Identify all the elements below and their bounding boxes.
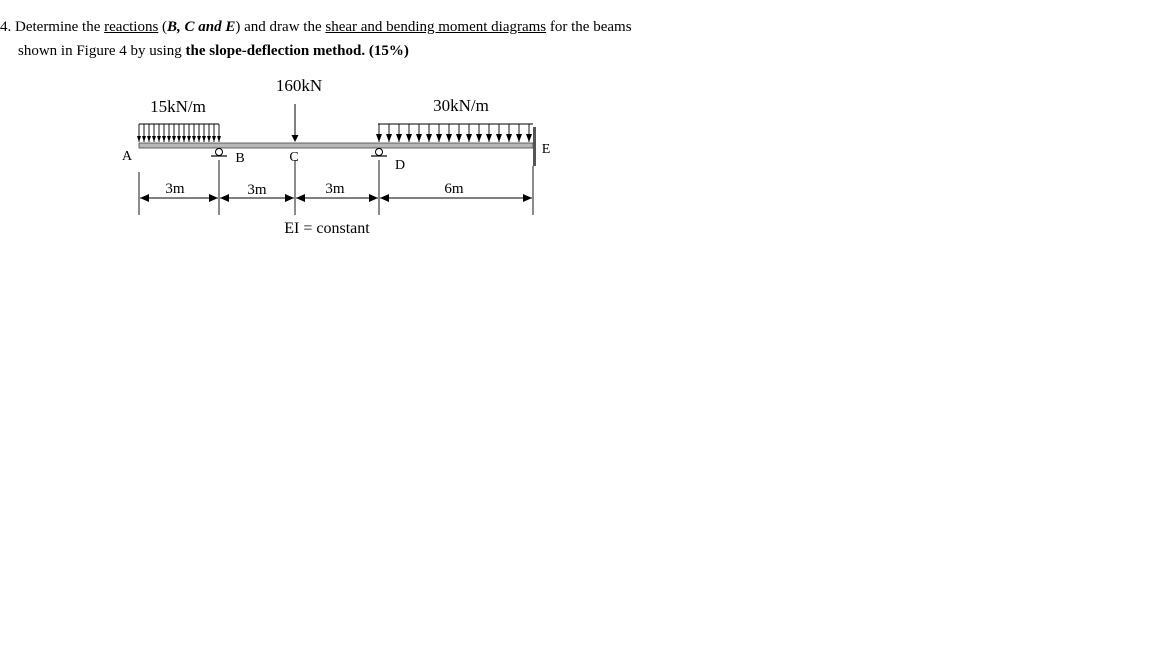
fixed-support-e [533, 127, 536, 166]
method-text: the slope-deflection method [185, 43, 362, 59]
label-d: D [394, 158, 406, 173]
question-number: 4. [0, 19, 12, 35]
span-de-label: 6m [444, 181, 464, 197]
question-line-1: 4. Determine the reactions (B, C and E) and draw the shear and bending moment diagrams for the beams [0, 19, 632, 35]
roller-support-d [371, 149, 387, 157]
reaction-letters: B, C and E [167, 19, 236, 35]
stiffness-label: EI = constant [284, 220, 370, 237]
udl-left-label: 15kN/m [150, 97, 206, 116]
label-c: C [289, 150, 299, 165]
reactions-text: reactions [104, 19, 159, 35]
label-a: A [121, 149, 133, 164]
question-line-2: shown in Figure 4 by using the slope-deflection method. (15%) [18, 43, 409, 59]
span-cd-label: 3m [325, 181, 345, 197]
label-b: B [235, 151, 245, 166]
beam [139, 143, 533, 148]
udl-right-label: 30kN/m [433, 96, 489, 115]
diagrams-text: shear and bending moment diagrams [325, 19, 547, 35]
roller-support-b [211, 149, 227, 157]
span-bc-label: 3m [247, 182, 267, 198]
point-load-label: 160kN [275, 76, 323, 95]
point-load-arrow [292, 104, 299, 142]
label-e: E [541, 142, 551, 157]
span-ab-label: 3m [165, 181, 185, 197]
udl-right [376, 124, 533, 142]
udl-left [137, 124, 221, 142]
